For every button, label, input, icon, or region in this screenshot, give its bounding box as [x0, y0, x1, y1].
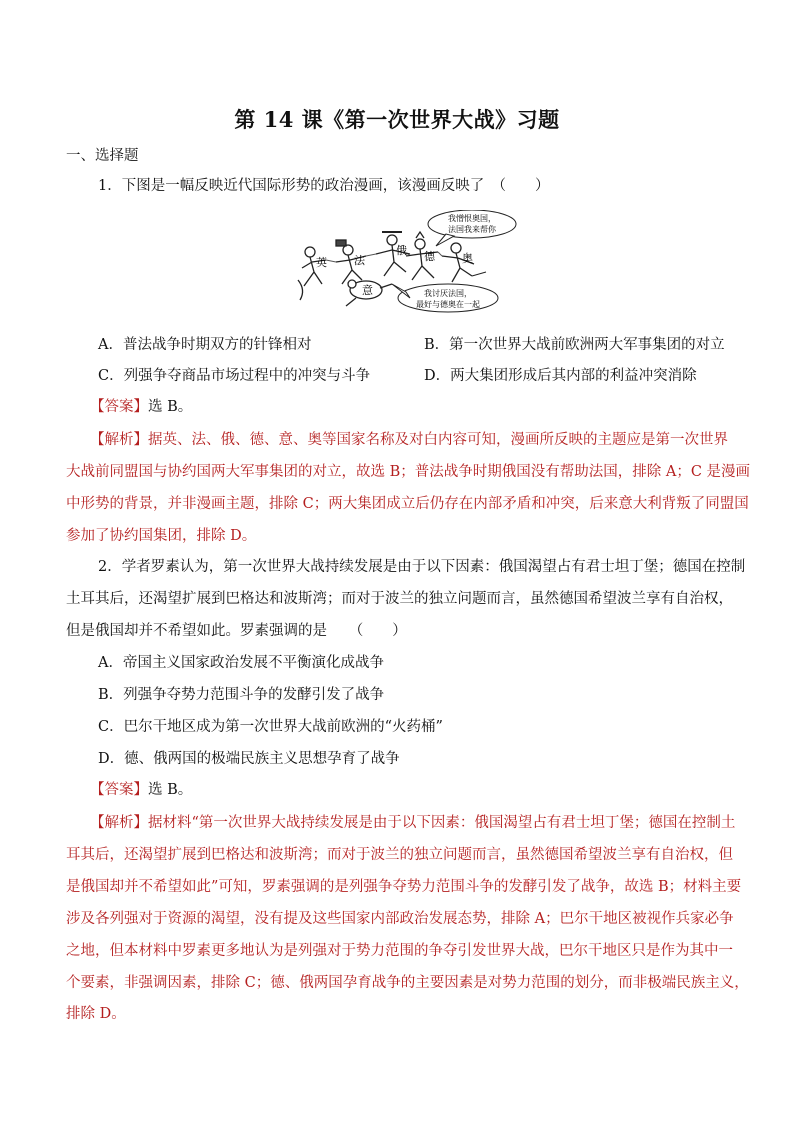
question-2-analysis-line-4: 涉及各列强对于资源的渴望，没有提及这些国家内部政治发展态势，排除 A；巴尔干地区被视作兵家必争	[66, 911, 734, 927]
question-1-analysis-line-4: 参加了协约国集团，排除 D。	[66, 528, 257, 544]
question-2-option-c: C．巴尔干地区成为第一次世界大战前欧洲的“火药桶”	[98, 719, 443, 735]
question-1-analysis-line-3: 中形势的背景，并非漫画主题，排除 C；两大集团成立后仍存在内部矛盾和冲突，后来意大利背叛了同盟国	[66, 496, 749, 512]
question-2-analysis-line-5: 之地，但本材料中罗素更多地认为是列强对于势力范围的争夺引发世界大战，巴尔干地区只是作为其中一	[66, 943, 733, 959]
page-title: 第 14 课《第一次世界大战》习题	[234, 107, 560, 132]
figure-england	[298, 247, 326, 300]
question-2-analysis-line-3: 是俄国却并不希望如此”可知，罗素强调的是列强争夺势力范围斗争的发酵引发了战争，故选 B；材料主要	[66, 879, 742, 895]
label-austria: 奥	[462, 252, 473, 265]
question-1-analysis-line-2: 大战前同盟国与协约国两大军事集团的对立，故选 B；普法战争时期俄国没有帮助法国，排除 A；C 是漫画	[66, 464, 751, 480]
analysis-tag: 【解析】	[90, 815, 148, 831]
label-england: 英	[316, 256, 327, 269]
cartoon-illustration	[296, 210, 518, 314]
question-2-option-b: B．列强争夺势力范围斗争的发酵引发了战争	[98, 687, 385, 703]
answer-text: 选 B。	[148, 399, 193, 415]
question-2-analysis-line-6: 个要素，非强调因素，排除 C；德、俄两国孕育战争的主要因素是对势力范围的划分，而非极端民族主义，	[66, 975, 749, 991]
question-2-analysis-line-2: 耳其后，还渴望扩展到巴格达和波斯湾；而对于波兰的独立问题而言，虽然德国希望波兰享有自治权，但	[66, 847, 733, 863]
question-1-option-b: B．第一次世界大战前欧洲两大军事集团的对立	[424, 337, 725, 353]
bubble-bottom-line-2: 最好与德奥在一起	[416, 300, 480, 309]
question-2-analysis-line-1	[90, 813, 735, 833]
label-italy: 意	[362, 284, 373, 297]
answer-text: 选 B。	[148, 782, 193, 798]
analysis-text: 据材料“第一次世界大战持续发展是由于以下因素：俄国渴望占有君士坦丁堡；德国在控制土	[148, 815, 736, 831]
label-russia: 俄	[396, 244, 407, 257]
question-1-option-a: A．普法战争时期双方的针锋相对	[98, 337, 312, 353]
section-heading: 一、选择题	[66, 148, 139, 164]
question-1-option-d: D．两大集团形成后其内部的利益冲突消除	[424, 368, 697, 384]
question-2-stem-line-1: 2．学者罗素认为，第一次世界大战持续发展是由于以下因素：俄国渴望占有君士坦丁堡；德国在控制	[98, 559, 746, 575]
question-1-stem: 1．下图是一幅反映近代国际形势的政治漫画，该漫画反映了 （ ）	[98, 178, 550, 194]
analysis-tag: 【解析】	[90, 432, 148, 448]
question-1-analysis-line-1	[90, 430, 728, 450]
bubble-top-line-2: 法国我来帮你	[448, 225, 496, 234]
analysis-text: 据英、法、俄、德、意、奥等国家名称及对白内容可知，漫画所反映的主题应是第一次世界	[148, 432, 728, 448]
answer-tag: 【答案】	[90, 399, 148, 415]
question-2-option-a: A．帝国主义国家政治发展不平衡演化成战争	[98, 655, 384, 671]
political-cartoon-image	[296, 210, 518, 314]
question-2-option-d: D．德、俄两国的极端民族主义思想孕育了战争	[98, 751, 400, 767]
bubble-bottom-line-1: 我讨厌法国，	[424, 289, 472, 298]
label-france: 法	[354, 254, 365, 267]
question-1-answer	[90, 397, 192, 417]
answer-tag: 【答案】	[90, 782, 148, 798]
question-2-analysis-line-7: 排除 D。	[66, 1006, 126, 1022]
question-2-stem-line-3: 但是俄国却并不希望如此。罗素强调的是 （ ）	[66, 623, 407, 639]
question-1-option-c: C．列强争夺商品市场过程中的冲突与斗争	[98, 368, 371, 384]
label-germany: 德	[424, 250, 435, 263]
question-2-stem-line-2: 土耳其后，还渴望扩展到巴格达和波斯湾；而对于波兰的独立问题而言，虽然德国希望波兰享有自治权，	[66, 591, 733, 607]
question-2-answer	[90, 780, 192, 800]
bubble-top-line-1: 我憎恨奥国，	[448, 214, 496, 223]
